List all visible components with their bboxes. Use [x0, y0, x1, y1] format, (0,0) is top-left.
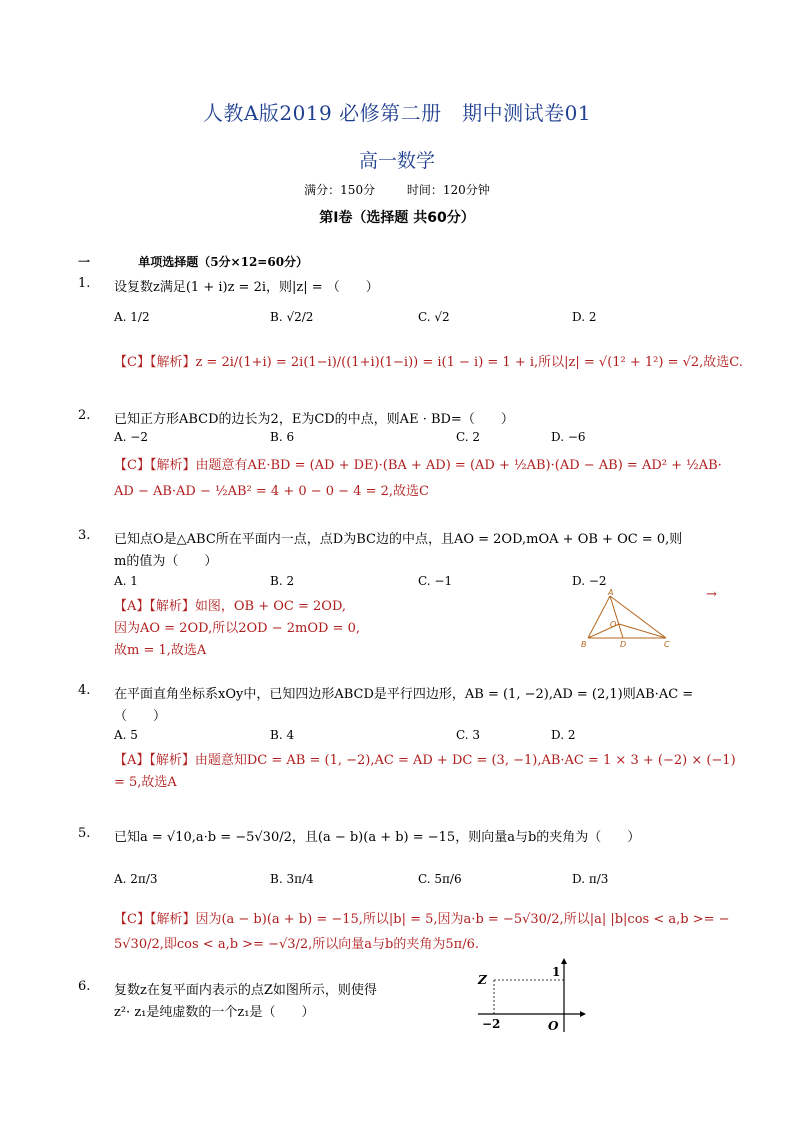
page-subtitle: 高一数学 — [358, 150, 435, 172]
answer-explanation-cont: = 5,故选A — [114, 775, 177, 790]
label-o: O — [610, 620, 617, 629]
question-text: 复数z在复平面内表示的点Z如图所示，则使得 — [114, 983, 377, 998]
option-b: B. 3π/4 — [270, 872, 314, 886]
answer-explanation-cont: 故m = 1,故选A — [114, 643, 207, 658]
question-number: 6. — [78, 979, 91, 994]
score-label: 满分：150分 — [304, 183, 376, 197]
question-number: 5. — [78, 826, 91, 841]
option-a: A. 1 — [114, 574, 138, 588]
edge-ab — [588, 596, 610, 638]
label-neg2: −2 — [482, 1017, 501, 1031]
option-b: B. 6 — [270, 430, 295, 444]
question-text: 已知正方形ABCD的边长为2，E为CD的中点，则AE · BD=（ ） — [114, 412, 514, 427]
option-d: D. π/3 — [572, 872, 609, 886]
answer-explanation-cont: 因为AO = 2OD,所以2OD − 2mOD = 0, — [114, 621, 360, 636]
label-b: B — [581, 640, 587, 649]
option-b: B. 2 — [270, 574, 295, 588]
triangle-figure — [578, 588, 678, 652]
section-number: 一 — [78, 255, 91, 269]
time-label: 时间：120分钟 — [406, 183, 490, 197]
option-b: B. 4 — [270, 728, 295, 742]
option-d: D. 2 — [572, 310, 597, 324]
label-c: C — [664, 640, 670, 649]
label-one: 1 — [552, 965, 561, 979]
option-d: D. −6 — [551, 430, 586, 444]
section-label: 单项选择题（5分×12=60分） — [138, 255, 309, 269]
label-a: A — [608, 588, 614, 597]
question-text: 设复数z满足(1 + i)z = 2i，则|z| = （ ） — [114, 280, 379, 295]
y-arrow-icon — [561, 958, 567, 964]
label-z: Z — [478, 973, 487, 987]
option-c: C. 3 — [456, 728, 481, 742]
option-c: C. −1 — [418, 574, 453, 588]
answer-explanation-cont: 5√30/2,即cos < a,b >= −√3/2,所以向量a与b的夹角为5π/6. — [114, 937, 479, 952]
arrow-icon: → — [706, 587, 717, 602]
question-text-cont: m的值为（ ） — [114, 554, 218, 569]
option-c: C. √2 — [418, 310, 450, 324]
page-title: 人教A版2019 必修第二册 期中测试卷01 — [202, 101, 592, 125]
option-c: C. 5π/6 — [418, 872, 462, 886]
answer-explanation-cont: AD − AB·AD − ½AB² = 4 + 0 − 0 − 4 = 2,故选C — [114, 484, 429, 499]
question-text: 在平面直角坐标系xOy中，已知四边形ABCD是平行四边形，AB = (1, −2),AD = (2,1)则AB·AC = — [114, 687, 694, 702]
part-heading: 第Ⅰ卷（选择题 共60分） — [319, 210, 475, 226]
question-text-cont: （ ） — [114, 709, 167, 724]
median-ad — [610, 596, 623, 638]
answer-explanation: 【A】【解析】如图，OB + OC = 2OD, — [114, 599, 347, 614]
label-d: D — [620, 640, 627, 649]
question-text-cont: z²· z₁是纯虚数的一个z₁是（ ） — [114, 1005, 315, 1020]
option-b: B. √2/2 — [270, 310, 314, 324]
x-arrow-icon — [580, 1011, 586, 1017]
option-a: A. 1/2 — [114, 310, 150, 324]
option-a: A. 2π/3 — [114, 872, 158, 886]
question-number: 3. — [78, 528, 91, 543]
exam-meta — [0, 181, 794, 198]
option-d: D. −2 — [572, 574, 607, 588]
question-text: 已知点O是△ABC所在平面内一点，点D为BC边的中点，且AO = 2OD,mOA + OB + OC = 0,则 — [114, 532, 683, 547]
answer-explanation: 【A】【解析】由题意知DC = AB = (1, −2),AC = AD + DC = (3, −1),AB·AC = 1 × 3 + (−2) × (−1) — [114, 753, 736, 768]
section-heading — [78, 253, 308, 270]
question-number: 4. — [78, 683, 91, 698]
option-a: A. −2 — [114, 430, 148, 444]
option-d: D. 2 — [551, 728, 576, 742]
option-c: C. 2 — [456, 430, 481, 444]
segment-co — [619, 624, 666, 638]
option-a: A. 5 — [114, 728, 138, 742]
label-origin: O — [548, 1019, 559, 1033]
answer-explanation: 【C】【解析】由题意有AE·BD = (AD + DE)·(BA + AD) = (AD + ½AB)·(AD − AB) = AD² + ½AB· — [114, 458, 722, 473]
answer-explanation: 【C】【解析】因为(a − b)(a + b) = −15,所以|b| = 5,因为a·b = −5√30/2,所以|a| |b|cos < a,b >= − — [114, 912, 730, 927]
complex-plane-figure — [468, 958, 588, 1038]
question-number: 1. — [78, 276, 91, 291]
question-text: 已知a = √10,a·b = −5√30/2，且(a − b)(a + b) = −15，则向量a与b的夹角为（ ） — [114, 830, 641, 845]
question-number: 2. — [78, 408, 91, 423]
edge-ac — [610, 596, 666, 638]
answer-explanation: 【C】【解析】z = 2i/(1+i) = 2i(1−i)/((1+i)(1−i)) = i(1 − i) = 1 + i,所以|z| = √(1² + 1²) = √2,故选C. — [114, 355, 743, 370]
